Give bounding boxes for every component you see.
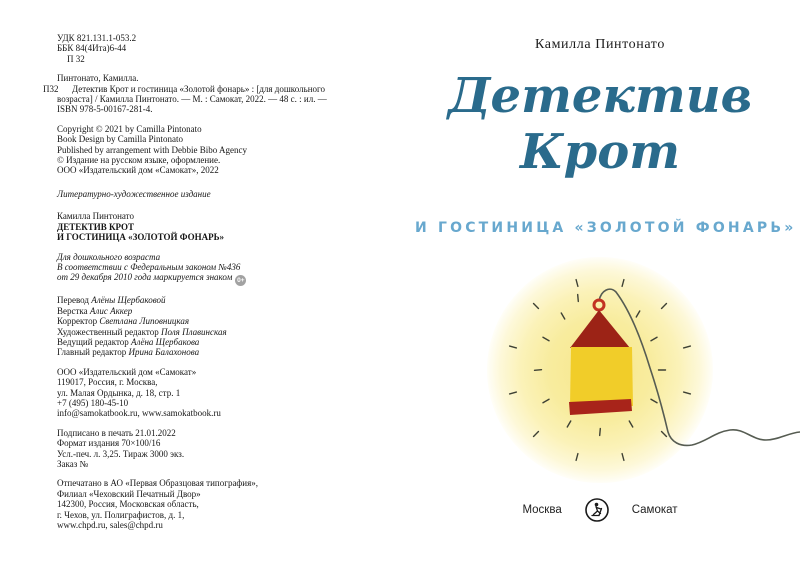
- copyright-line: Copyright © 2021 by Camilla Pintonato: [57, 123, 202, 134]
- catalog-line-2: возраста] / Камилла Пинтонато. — М. : Самокат, 2022. — 48 с. : ил. —: [57, 94, 327, 105]
- copyright-line: Book Design by Camilla Pintonato: [57, 134, 183, 145]
- book-title-line-1: ДЕТЕКТИВ КРОТ: [57, 221, 134, 232]
- print-info-block: [57, 428, 387, 470]
- age-note-line: Для дошкольного возраста: [57, 251, 161, 262]
- lantern-body: [570, 347, 633, 406]
- samokat-logo-icon: [584, 497, 610, 523]
- bibliographic-codes: [57, 33, 387, 64]
- publisher-block: [57, 367, 387, 419]
- print-info-line: Заказ №: [57, 459, 89, 469]
- print-info-line: Формат издания 70×100/16: [57, 438, 161, 449]
- age-note-line: В соответствии с Федеральным законом №436: [57, 261, 241, 272]
- edition-type: Литературно-художественное издание: [57, 188, 211, 199]
- isbn-line: ISBN 978-5-00167-281-4.: [57, 104, 153, 115]
- catalog-code: П32: [43, 83, 59, 94]
- imprint-city: Москва: [522, 504, 562, 516]
- printery-line: www.chpd.ru, sales@chpd.ru: [57, 520, 163, 531]
- publisher-line: +7 (495) 180-45-10: [57, 397, 129, 408]
- title-block: [57, 211, 387, 242]
- print-info-line: Подписано в печать 21.01.2022: [57, 427, 176, 438]
- credit-line: Главный редактор Ирина Балахонова: [57, 347, 200, 358]
- credit-line: Художественный редактор Поля Плавинская: [57, 326, 227, 337]
- printery-line: г. Чехов, ул. Полиграфистов, д. 1,: [57, 509, 185, 520]
- printery-line: 142300, Россия, Московская область,: [57, 499, 199, 510]
- title-script-line-1: Детектив: [447, 68, 753, 124]
- print-info-line: Усл.-печ. л. 3,25. Тираж 3000 экз.: [57, 448, 185, 459]
- catalog-card: [43, 73, 387, 115]
- age-mark-icon: 0+: [237, 277, 245, 285]
- title-script-line-2: Крот: [519, 124, 681, 180]
- copyright-page: [43, 33, 387, 539]
- catalog-line-1: П32 Детектив Крот и гостиница «Золотой фонарь» : [для дошкольного: [43, 83, 325, 94]
- credit-line: Ведущий редактор Алёна Щербакова: [57, 336, 200, 347]
- credit-line: Перевод Алёны Щербаковой: [57, 295, 166, 306]
- printery-line: Отпечатано в АО «Первая Образцовая типография»,: [57, 478, 258, 489]
- author-name: Камилла Пинтонато: [57, 211, 134, 222]
- copyright-line: Published by arrangement with Debbie Bibo Agency: [57, 144, 247, 155]
- publisher-line: ООО «Издательский дом «Самокат»: [57, 366, 197, 377]
- credit-line: Верстка Алис Аккер: [57, 305, 133, 316]
- title-page-author: Камилла Пинтонато: [535, 37, 665, 52]
- imprint-publisher: Самокат: [631, 504, 678, 516]
- title-subtitle: И ГОСТИНИЦА «ЗОЛОТОЙ ФОНАРЬ»: [415, 220, 797, 236]
- copyright-line: ООО «Издательский дом «Самокат», 2022: [57, 165, 219, 176]
- credit-line: Корректор Светлана Липовницкая: [57, 316, 190, 327]
- credits-block: [57, 295, 387, 357]
- printery-block: [57, 478, 387, 530]
- age-note-line: от 29 декабря 2010 года маркируется знаком 0+: [57, 272, 245, 285]
- book-code: П 32: [67, 53, 85, 64]
- publisher-line: ул. Малая Ордынка, д. 18, стр. 1: [57, 387, 181, 398]
- publisher-line: 119017, Россия, г. Москва,: [57, 377, 158, 388]
- lantern-illustration: [400, 240, 800, 490]
- udk-line: УДК 821.131.1-053.2: [57, 33, 137, 43]
- printery-line: Филиал «Чеховский Печатный Двор»: [57, 488, 201, 499]
- copyright-line: © Издание на русском языке, оформление.: [57, 155, 221, 166]
- age-note: [57, 252, 387, 287]
- catalog-author: Пинтонато, Камилла.: [57, 73, 139, 84]
- book-title-line-2: И ГОСТИНИЦА «ЗОЛОТОЙ ФОНАРЬ»: [57, 232, 225, 243]
- bbk-line: ББК 84(4Ита)6-44: [57, 43, 127, 54]
- copyright-block: [57, 124, 387, 176]
- imprint-row: [400, 497, 800, 523]
- publisher-line: info@samokatbook.ru, www.samokatbook.ru: [57, 408, 221, 419]
